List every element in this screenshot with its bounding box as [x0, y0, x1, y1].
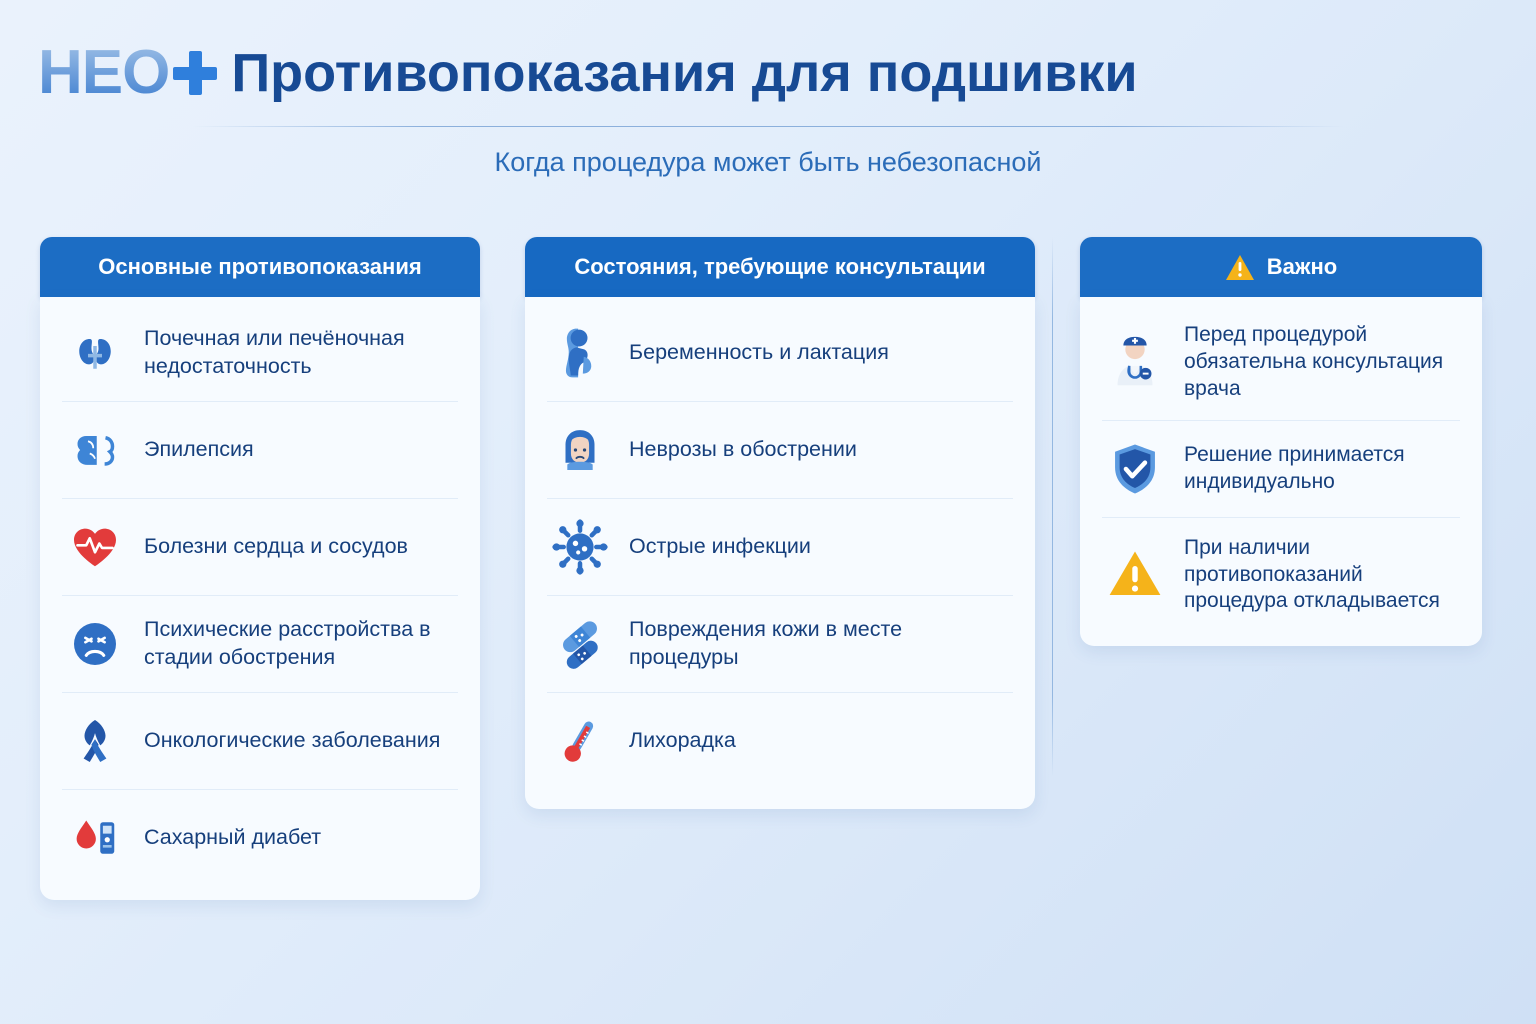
list-item: [62, 596, 458, 693]
title-row: [0, 38, 1536, 107]
list-item-label: Неврозы в обострении: [629, 437, 857, 462]
list-item-label: Перед процедурой обязательна консультация врача: [1184, 323, 1444, 400]
column-separator: [1052, 237, 1053, 777]
list-item: [62, 499, 458, 596]
page-subtitle: Когда процедура может быть небезопасной: [494, 147, 1042, 177]
list-item: [547, 499, 1013, 596]
card-consultation-required: [525, 237, 1035, 809]
list-item-label: Сахарный диабет: [144, 825, 322, 850]
list-item: [547, 596, 1013, 693]
card-title: Важно: [1266, 254, 1338, 279]
card-body: [40, 297, 480, 900]
card-title: Состояния, требующие консультации: [574, 254, 986, 279]
list-item: [547, 693, 1013, 789]
header-divider: [193, 126, 1343, 127]
warning-triangle-icon: [1104, 544, 1166, 606]
list-item-label: Онкологические заболевания: [144, 728, 441, 753]
list-item-label: Лихорадка: [629, 728, 736, 753]
blood-drop-glucometer-icon: [64, 807, 126, 869]
card-body: [525, 297, 1035, 809]
awareness-ribbon-icon: [64, 710, 126, 772]
list-item: [1102, 305, 1460, 421]
card-header: [40, 237, 480, 297]
plus-cross-icon: [173, 51, 217, 95]
list-item-label: Решение принимается индивидуально: [1184, 442, 1405, 493]
columns-container: [40, 237, 1496, 900]
list-item-label: Беременность и лактация: [629, 340, 889, 365]
list-item: [62, 402, 458, 499]
list-item-label: При наличии противопоказаний процедура откладывается: [1184, 535, 1440, 613]
kidneys-icon: [64, 322, 126, 384]
list-item-label: Повреждения кожи в месте процедуры: [629, 617, 903, 669]
list-item-label: Почечная или печёночная недостаточность: [144, 326, 405, 378]
virus-icon: [549, 516, 611, 578]
list-item: [62, 305, 458, 402]
list-item: [62, 693, 458, 790]
doctor-icon: [1104, 331, 1166, 393]
pregnant-woman-icon: [549, 322, 611, 384]
card-body: [1080, 297, 1482, 646]
heart-pulse-icon: [64, 516, 126, 578]
list-item-label: Болезни сердца и сосудов: [144, 534, 408, 559]
shield-check-icon: [1104, 438, 1166, 500]
card-important: [1080, 237, 1482, 646]
page-title: Противопоказания для подшивки: [231, 42, 1138, 103]
list-item: [1102, 518, 1460, 633]
list-item: [62, 790, 458, 886]
card-main-contraindications: [40, 237, 480, 900]
list-item-label: Острые инфекции: [629, 534, 811, 559]
card-header: [525, 237, 1035, 297]
list-item-label: Психические расстройства в стадии обострения: [144, 617, 431, 669]
card-header: [1080, 237, 1482, 297]
list-item: [547, 402, 1013, 499]
header: [0, 0, 1536, 178]
warning-triangle-icon: [1225, 254, 1255, 281]
logo-text: HEO: [38, 38, 170, 107]
bandages-icon: [549, 613, 611, 675]
list-item-label: Эпилепсия: [144, 437, 254, 462]
brain-icon: [64, 419, 126, 481]
sad-face-icon: [64, 613, 126, 675]
brand-logo: [38, 38, 217, 107]
list-item: [547, 305, 1013, 402]
sad-woman-icon: [549, 419, 611, 481]
card-title: Основные противопоказания: [98, 254, 422, 279]
thermometer-icon: [549, 710, 611, 772]
list-item: [1102, 421, 1460, 518]
